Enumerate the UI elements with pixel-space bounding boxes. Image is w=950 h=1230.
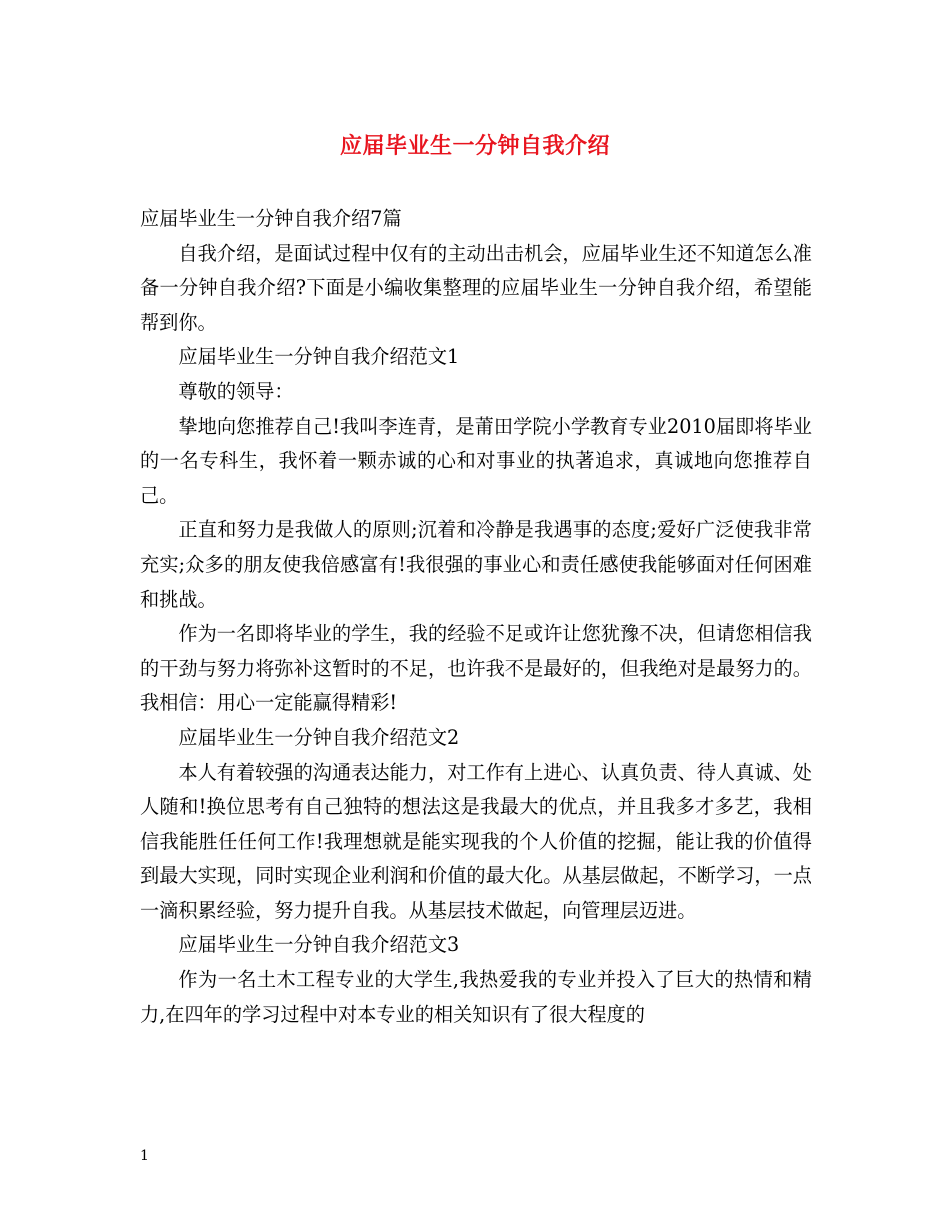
intro-paragraph: 自我介绍，是面试过程中仅有的主动出击机会，应届毕业生还不知道怎么准备一分钟自我介绍?下面是小编收集整理的应届毕业生一分钟自我介绍，希望能帮到你。: [140, 241, 812, 334]
body-paragraph: 挚地向您推荐自己!我叫李连青，是莆田学院小学教育专业2010届即将毕业的一名专科生，我怀着一颗赤诚的心和对事业的执著追求，真诚地向您推荐自己。: [140, 414, 812, 507]
body-paragraph: 正直和努力是我做人的原则;沉着和冷静是我遇事的态度;爱好广泛使我非常充实;众多的朋友使我倍感富有!我很强的事业心和责任感使我能够面对任何困难和挑战。: [140, 518, 812, 611]
section-heading-sample-2: 应届毕业生一分钟自我介绍范文2: [178, 725, 460, 749]
body-paragraph: 本人有着较强的沟通表达能力，对工作有上进心、认真负责、待人真诚、处人随和!换位思考有自己独特的想法这是我最大的优点，并且我多才多艺，我相信我能胜任任何工作!我理想就是能实现我的个人价值的挖掘，能让我的价值得到最大实现，同时实现企业利润和价值的最大化。从基层做起，不断学习，一点一滴积累经验，努力提升自我。从基层技术做起，向管理层迈进。: [140, 760, 812, 922]
body-paragraph: 作为一名土木工程专业的大学生,我热爱我的专业并投入了巨大的热情和精力,在四年的学习过程中对本专业的相关知识有了很大程度的: [140, 968, 812, 1026]
page-number: 1: [140, 1148, 149, 1164]
section-heading-sample-1: 应届毕业生一分钟自我介绍范文1: [178, 345, 460, 369]
document-body: [140, 202, 812, 1032]
section-heading-sample-3: 应届毕业生一分钟自我介绍范文3: [178, 933, 460, 957]
document-title: 应届毕业生一分钟自我介绍: [339, 134, 610, 159]
salutation: 尊敬的领导：: [178, 379, 294, 403]
body-paragraph: 作为一名即将毕业的学生，我的经验不足或许让您犹豫不决，但请您相信我的干劲与努力将弥补这暂时的不足，也许我不是最好的，但我绝对是最努力的。我相信：用心一定能赢得精彩!: [140, 622, 812, 715]
document-subtitle: 应届毕业生一分钟自我介绍7篇: [140, 207, 402, 230]
